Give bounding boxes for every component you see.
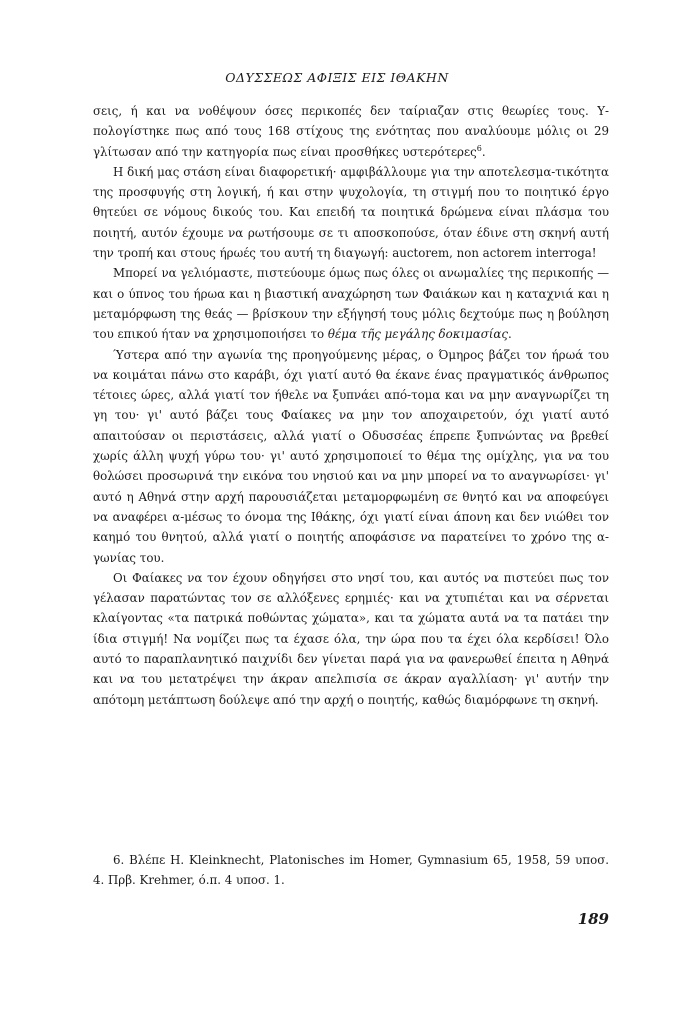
paragraph-1: σεις, ή και να νοθέψουν όσες περικοπές δεν ταίριαζαν στις θεωρίες τους. Υ-πολογίστηκε πως από τους 168 στίχους της ενότητας που αναλύουμε μόλις οι 29 γλίτωσαν από την κατηγορία πως είναι προσθήκες υστερότερες$^6$. — [93, 104, 609, 159]
emphasis-text: θέμα τῆς μεγάλης δοκιμασίας — [327, 327, 509, 342]
paragraph-5: Οι Φαίακες να τον έχουν οδηγήσει στο νησί του, και αυτός να πιστεύει πως τον γέλασαν παρατώντας τον σε αλλόξενες ερημιές· και να χτυπιέται και να σέρνεται κλαίγοντας «τα πατρικά ποθώντας χώματα», και τα χώματα αυτά να τα πατάει την ίδια στιγμή! Να νομίζει πως τα έχασε όλα, την ώρα που τα έχει όλα κερδίσει! Όλο αυτό το παραπλανητικό παιχνίδι δεν γίνεται παρά για να φανερωθεί έπειτα η Αθηνά και να του μετατρέψει την άκραν απελπισία σε άκραν αγαλλίαση· γι' αυτήν την απότομη μετάπτωση δούλεψε από την αρχή ο ποιητής, καθώς διαμόρφωνε τη σκηνή. — [93, 570, 609, 707]
paragraph-2: Η δική μας στάση είναι διαφορετική· αμφιβάλλουμε για την αποτελεσμα-τικότητα της προσφυγής στη λογική, ή και στην ψυχολογία, τη στιγμή που το ποιητικό έργο θητεύει σε νόμους δικούς του. Και επειδή τα ποιητικά δρώμενα είναι πλάσμα του ποιητή, αυτόν έχουμε να ρωτήσουμε σε τι αποσκοπούσε, όταν έδινε στη σκηνή αυτή την τροπή και στους ήρωές του αυτή τη διαγωγή: auctorem, non actorem interroga! — [93, 164, 609, 261]
paragraph-3: Μπορεί να γελιόμαστε, πιστεύουμε όμως πως όλες οι ανωμαλίες της περικοπής — και ο ύπνος του ήρωα και η βιαστική αναχώρηση των Φαιάκων και η καταχνιά και η μεταμόρφωση της θεάς — βρίσκουν την εξήγησή τους μόλις δεχτούμε πως η βούληση του επικού ήταν να χρησιμοποιήσει το θέμα τῆς μεγάλης δοκιμασίας. — [93, 266, 609, 342]
running-head: ΟΔΥΣΣΕΩΣ ΑΦΙΞΙΣ ΕΙΣ ΙΘΑΚΗΝ — [225, 70, 449, 85]
footnote-reference[interactable]: 6 — [476, 143, 482, 153]
paragraph-4: Ύστερα από την αγωνία της προηγούμενης μέρας, ο Όμηρος βάζει τον ήρωά του να κοιμάται πάνω στο καράβι, όχι γιατί αυτό θα έκανε ένας πραγματικός άνθρωπος τέτοιες ώρες, αλλά γιατί τον ήθελε να ξυπνάει από-τομα και να μην αναγνωρίζει τη γη του· γι' αυτό βάζει τους Φαίακες να μην τον αποχαιρετούν, όχι γιατί αυτό απαιτούσαν οι περιστάσεις, αλλά γιατί ο Οδυσσέας έπρεπε ξυπνώντας να βρεθεί χωρίς άλλη ψυχή γύρω του· γι' αυτό χρησιμοποιεί το θέμα της ομίχλης, για να του θολώσει προσωρινά την εικόνα του νησιού και να μην μπορεί να το αναγνωρίσει· γι' αυτό η Αθηνά στην αρχή παρουσιάζεται μεταμορφωμένη σε θνητό και να αποφεύγει να αναφέρει α-μέσως το όνομα της Ιθάκης, όχι γιατί είναι άπονη και δεν νιώθει τον καημό του θνητού, αλλά γιατί ο ποιητής αποφάσισε να παρατείνει το χρόνο της α-γωνίας του. — [93, 347, 609, 565]
body-text — [93, 101, 609, 710]
footnote — [93, 850, 609, 890]
page-number: 189 — [577, 910, 609, 928]
footnote-text: 6. Βλέπε H. Kleinknecht, Platonisches im Homer, Gymnasium 65, 1958, 59 υποσ. 4. Πρβ. Krehmer, ό.π. 4 υποσ. 1. — [93, 853, 609, 887]
